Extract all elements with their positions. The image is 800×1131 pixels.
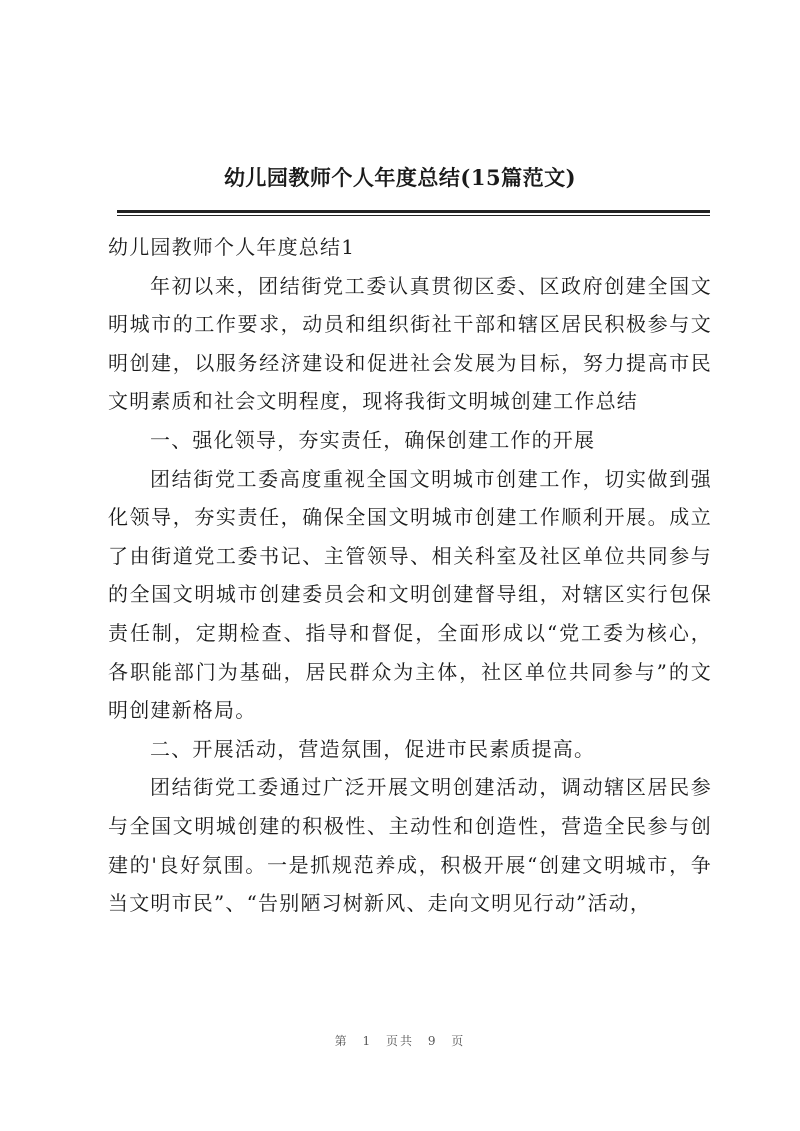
paragraph-activities: 团结街党工委通过广泛开展文明创建活动，调动辖区居民参与全国文明城创建的积极性、主动性和创造性，营造全民参与创建的'良好氛围。一是抓规范养成，积极开展“创建文明城市，争当文明市民”、“告别陋习树新风、走向文明见行动”活动， (108, 775, 712, 916)
footer-middle: 页共 (385, 1034, 414, 1048)
footer-current-page: 1 (362, 1034, 373, 1048)
footer-prefix: 第 (334, 1034, 349, 1048)
section-heading: 幼儿园教师个人年度总结1 (108, 235, 356, 259)
document-title: 幼儿园教师个人年度总结(15篇范文) (223, 165, 577, 190)
title-divider-thick (117, 210, 710, 213)
paragraph-leadership: 团结街党工委高度重视全国文明城市创建工作，切实做到强化领导，夯实责任，确保全国文明城市创建工作顺利开展。成立了由街道党工委书记、主管领导、相关科室及社区单位共同参与的全国文明城市创建委员会和文明创建督导组，对辖区实行包保责任制，定期检查、指导和督促，全面形成以“党工委为核心，各职能部门为基础，居民群众为主体，社区单位共同参与”的文明创建新格局。 (108, 466, 712, 723)
footer-suffix: 页 (451, 1034, 466, 1048)
page-number-footer (0, 1032, 800, 1049)
subheading-one: 一、强化领导，夯实责任，确保创建工作的开展 (150, 427, 596, 452)
footer-total-pages: 9 (427, 1034, 438, 1048)
paragraph-intro: 年初以来，团结街党工委认真贯彻区委、区政府创建全国文明城市的工作要求，动员和组织街社干部和辖区居民积极参与文明创建，以服务经济建设和促进社会发展为目标，努力提高市民文明素质和社会文明程度，现将我街文明城创建工作总结 (108, 273, 712, 414)
title-divider-thin (117, 215, 710, 216)
subheading-two: 二、开展活动，营造氛围，促进市民素质提高。 (150, 736, 596, 761)
document-body (108, 228, 712, 923)
